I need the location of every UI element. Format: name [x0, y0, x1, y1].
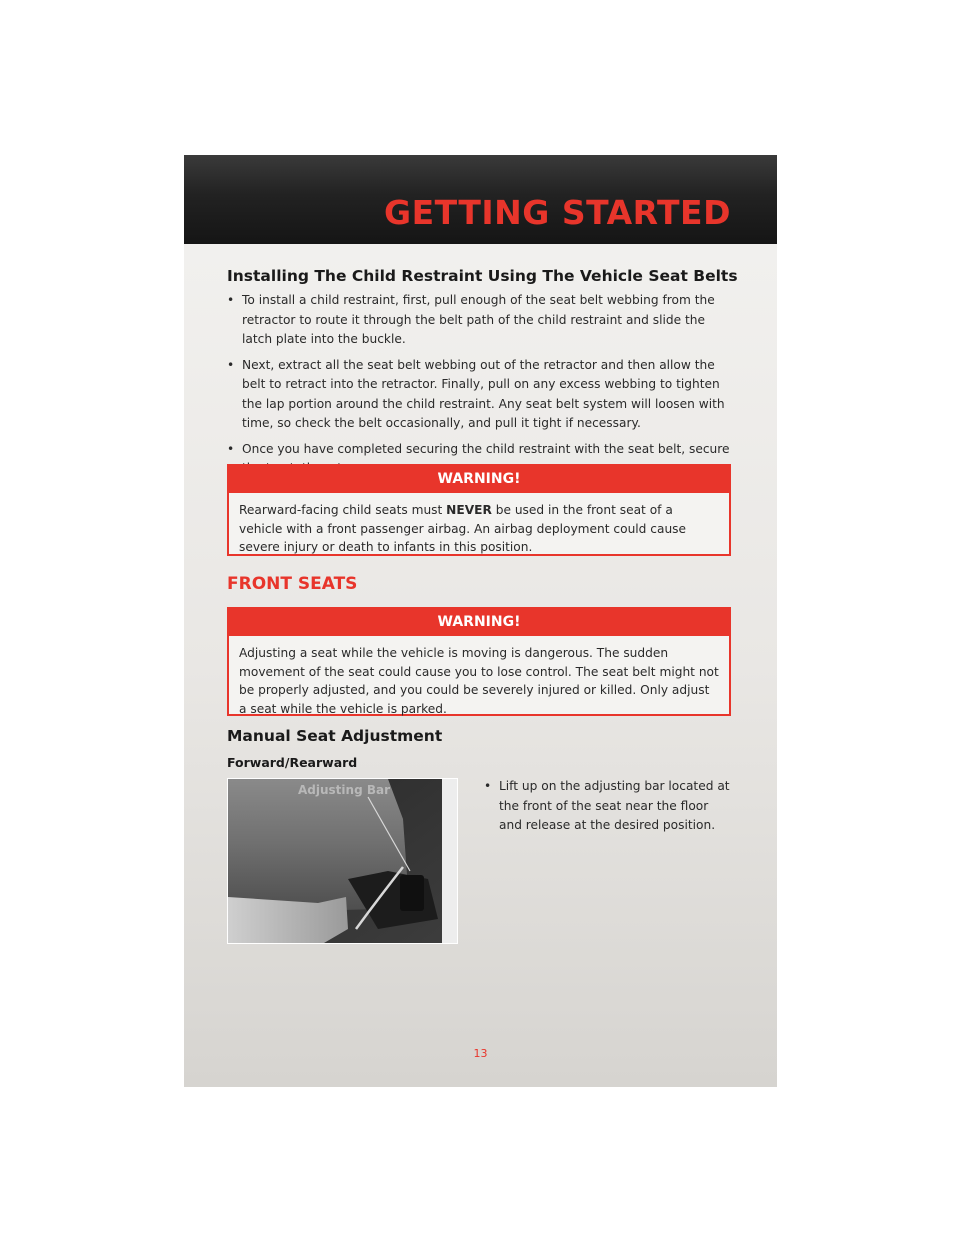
warning-title: WARNING! — [229, 609, 729, 636]
child-restraint-heading: Installing The Child Restraint Using The Vehicle Seat Belts — [227, 267, 738, 285]
list-item: • Next, extract all the seat belt webbing out of the retractor and then allow the belt to retract into the retractor. Finally, pull on any excess webbing to tighten the lap portion around the child restraint. Any seat belt system will loosen with time, so check the belt occasionally, and pull it tight if necessary. — [227, 356, 737, 434]
adjusting-bar-label: Adjusting Bar — [298, 783, 390, 797]
warning-title: WARNING! — [229, 466, 729, 493]
header-title: GETTING STARTED — [383, 193, 731, 232]
warning-box-seat-adjust — [227, 607, 731, 716]
manual-page — [184, 155, 777, 1087]
warning-box-airbag — [227, 464, 731, 556]
list-item: • To install a child restraint, first, pull enough of the seat belt webbing from the retractor to route it through the belt path of the child restraint and slide the latch plate into the buckle. — [227, 291, 737, 350]
warning-text — [229, 493, 729, 565]
list-item: • Once you have completed securing the child restraint with the seat belt, secure — [227, 440, 737, 479]
list-item: • Lift up on the adjusting bar located at the front of the seat near the floor and release at the desired position. — [484, 777, 734, 836]
warning-text-end: be used in the front seat of a vehicle with a front passenger airbag. An airbag deployment could cause severe injury or death to infants in this position. — [239, 503, 687, 554]
warning-emphasis: NEVER — [446, 503, 492, 517]
adjusting-bar-photo — [227, 778, 458, 944]
page-header — [184, 155, 777, 244]
page-number: 13 — [473, 1047, 488, 1060]
warning-text-start: Rearward-facing child seats must — [239, 503, 447, 517]
manual-seat-heading: Manual Seat Adjustment — [227, 727, 443, 745]
seat-adjust-bullets — [484, 777, 734, 842]
seat-photo-illustration — [228, 779, 457, 943]
child-restraint-bullets — [227, 291, 737, 485]
warning-text: Adjusting a seat while the vehicle is moving is dangerous. The sudden movement of the seat could cause you to lose control. The seat belt might not be properly adjusted, and you could be severely injured or killed. Only adjust a seat while the vehicle is parked. — [239, 646, 719, 716]
forward-rearward-subheading: Forward/Rearward — [227, 755, 358, 770]
front-seats-heading: FRONT SEATS — [227, 574, 358, 594]
